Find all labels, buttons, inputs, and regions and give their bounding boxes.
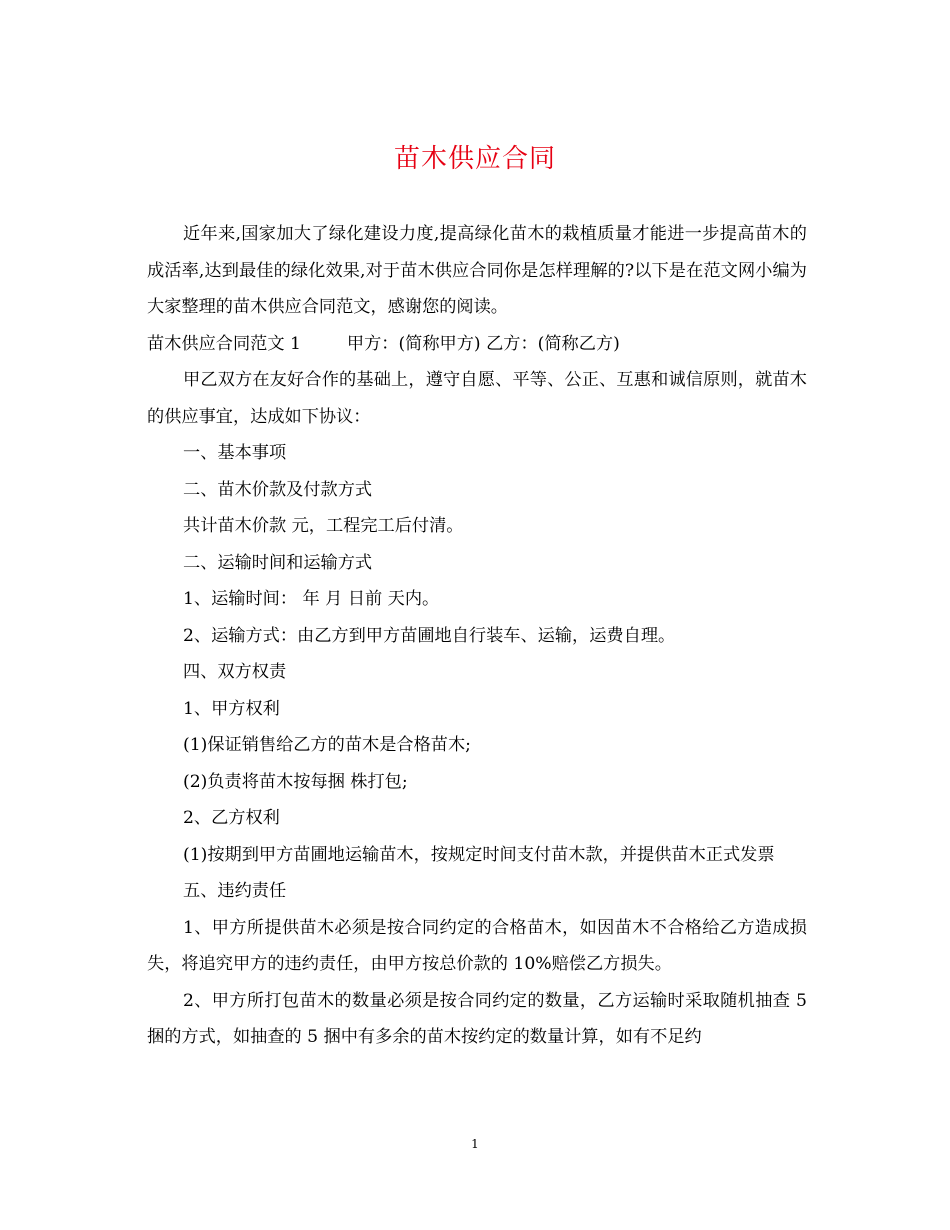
section-heading: 二、苗木价款及付款方式 bbox=[183, 479, 373, 500]
clause-paragraph: 共计苗木价款 元，工程完工后付清。 bbox=[183, 516, 464, 536]
section-heading: 四、双方权责 bbox=[183, 662, 287, 682]
section-heading: 一、基本事项 bbox=[183, 443, 287, 463]
clause-paragraph: 2、甲方所打包苗木的数量必须是按合同约定的数量，乙方运输时采取随机抽查 5 捆的方式，如抽查的 5 捆中有多余的苗木按约定的数量计算，如有不足约 bbox=[147, 990, 807, 1047]
clause-paragraph: (1)保证销售给乙方的苗木是合格苗木; bbox=[183, 735, 471, 755]
clause-paragraph: 2、运输方式：由乙方到甲方苗圃地自行装车、运输，运费自理。 bbox=[183, 625, 676, 646]
contract-sample-heading: 苗木供应合同范文 1 bbox=[147, 333, 301, 354]
contract-parties: 甲方：(简称甲方) 乙方：(简称乙方) bbox=[346, 333, 620, 354]
document-title: 苗木供应合同 bbox=[393, 144, 556, 174]
agreement-paragraph: 甲乙双方在友好合作的基础上，遵守自愿、平等、公正、互惠和诚信原则，就苗木的供应事宜，达成如下协议： bbox=[147, 370, 807, 427]
clause-paragraph: (1)按期到甲方苗圃地运输苗木，按规定时间支付苗木款，并提供苗木正式发票 bbox=[183, 844, 775, 865]
subsection-heading: 1、甲方权利 bbox=[183, 698, 280, 719]
contract-heading-line bbox=[147, 326, 807, 363]
clause-paragraph: 1、甲方所提供苗木必须是按合同约定的合格苗木，如因苗木不合格给乙方造成损失，将追究甲方的违约责任，由甲方按总价款的 10%赔偿乙方损失。 bbox=[147, 917, 807, 974]
section-heading: 二、运输时间和运输方式 bbox=[183, 552, 373, 573]
clause-paragraph: 1、运输时间： 年 月 日前 天内。 bbox=[183, 589, 440, 609]
subsection-heading: 2、乙方权利 bbox=[183, 808, 280, 828]
page-number: 1 bbox=[471, 1137, 479, 1151]
intro-paragraph: 近年来,国家加大了绿化建设力度,提高绿化苗木的栽植质量才能进一步提高苗木的成活率,达到最佳的绿化效果,对于苗木供应合同你是怎样理解的?以下是在范文网小编为大家整理的苗木供应合同范文，感谢您的阅读。 bbox=[147, 224, 807, 317]
document-body bbox=[147, 216, 807, 1056]
section-heading: 五、违约责任 bbox=[183, 881, 287, 901]
clause-paragraph: (2)负责将苗木按每捆 株打包; bbox=[183, 771, 408, 792]
